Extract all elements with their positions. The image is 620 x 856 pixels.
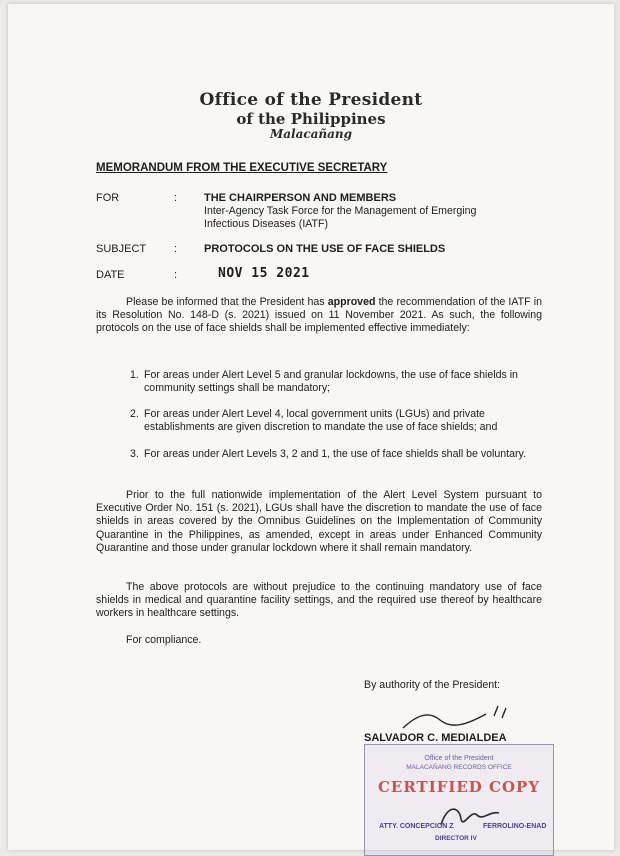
stamp-name-end: FERROLINO-ENAD (483, 823, 547, 830)
memo-page (8, 4, 614, 850)
signatory-name: SALVADOR C. MEDIALDEA (364, 732, 507, 744)
paragraph-protocols: The above protocols are without prejudice to the continuing mandatory use of face shields in medical and quarantine facility settings, and the required use thereof by healthcare workers in healthcare settings. (96, 581, 542, 620)
letterhead-palace: Malacañang (269, 127, 353, 141)
stamp-certified: CERTIFIED COPY (377, 778, 541, 796)
letterhead-country: of the Philippines (236, 110, 386, 128)
list-item-number: 1. (130, 369, 139, 381)
certified-copy-stamp (364, 744, 554, 856)
subject-value: PROTOCOLS ON THE USE OF FACE SHIELDS (204, 243, 446, 255)
for-body-line1: Inter-Agency Task Force for the Management of Emerging (204, 205, 477, 217)
list-item-number: 2. (130, 408, 139, 420)
stamp-title: DIRECTOR IV (435, 835, 477, 842)
date-label: DATE (96, 269, 125, 281)
list-item-text: For areas under Alert Level 5 and granular lockdowns, the use of face shields in community settings shall be mandatory; (144, 369, 518, 395)
intro-before: Please be informed that the President has (126, 296, 328, 308)
subject-colon: : (174, 243, 178, 255)
date-value: NOV 15 2021 (218, 266, 310, 281)
intro-emphasis: approved (327, 296, 376, 308)
letterhead-office: Office of the President (199, 90, 423, 110)
paragraph-alert-level: Prior to the full nationwide implementation of the Alert Level System pursuant to Executive Order No. 151 (s. 2021), LGUs shall have the discretion to mandate the use of face shields in areas covered by the Omnibus Guidelines on the Implementation of Community Quarantine in the Philippines, as amended, except in areas under Enhanced Community Quarantine and those under granular lockdown where it shall remain mandatory. (96, 489, 542, 554)
list-item-number: 3. (130, 448, 139, 460)
for-body-line2: Infectious Diseases (IATF) (204, 218, 329, 230)
for-addressee: THE CHAIRPERSON AND MEMBERS (204, 192, 397, 204)
list-item (130, 408, 544, 434)
for-colon: : (174, 192, 178, 204)
memo-title: MEMORANDUM FROM THE EXECUTIVE SECRETARY (96, 162, 388, 174)
for-label: FOR (96, 192, 120, 204)
list-item-text: For areas under Alert Level 4, local government units (LGUs) and private establishments are given discretion to mandate the use of face shields; and (144, 408, 498, 434)
list-item (130, 369, 544, 395)
list-item (130, 448, 544, 461)
stamp-office: Office of the President (424, 755, 494, 762)
signature-mark (398, 702, 528, 734)
authority-text: By authority of the President: (364, 679, 501, 691)
list-item-text: For areas under Alert Levels 3, 2 and 1, the use of face shields shall be voluntary. (144, 448, 526, 460)
stamp-records: MALACAÑANG RECORDS OFFICE (406, 764, 512, 771)
date-colon: : (174, 269, 178, 281)
compliance-text: For compliance. (126, 634, 202, 646)
intro-after: the recommendation of the IATF in its Resolution No. 148-D (s. 2021) issued on 11 November 2021. As such, the following protocols on the use of face shields shall be implemented effective immediately: (96, 296, 542, 335)
intro-paragraph (96, 296, 542, 336)
stamp-attorney: ATTY. CONCEPCION Z (379, 823, 454, 830)
subject-label: SUBJECT (96, 243, 147, 255)
